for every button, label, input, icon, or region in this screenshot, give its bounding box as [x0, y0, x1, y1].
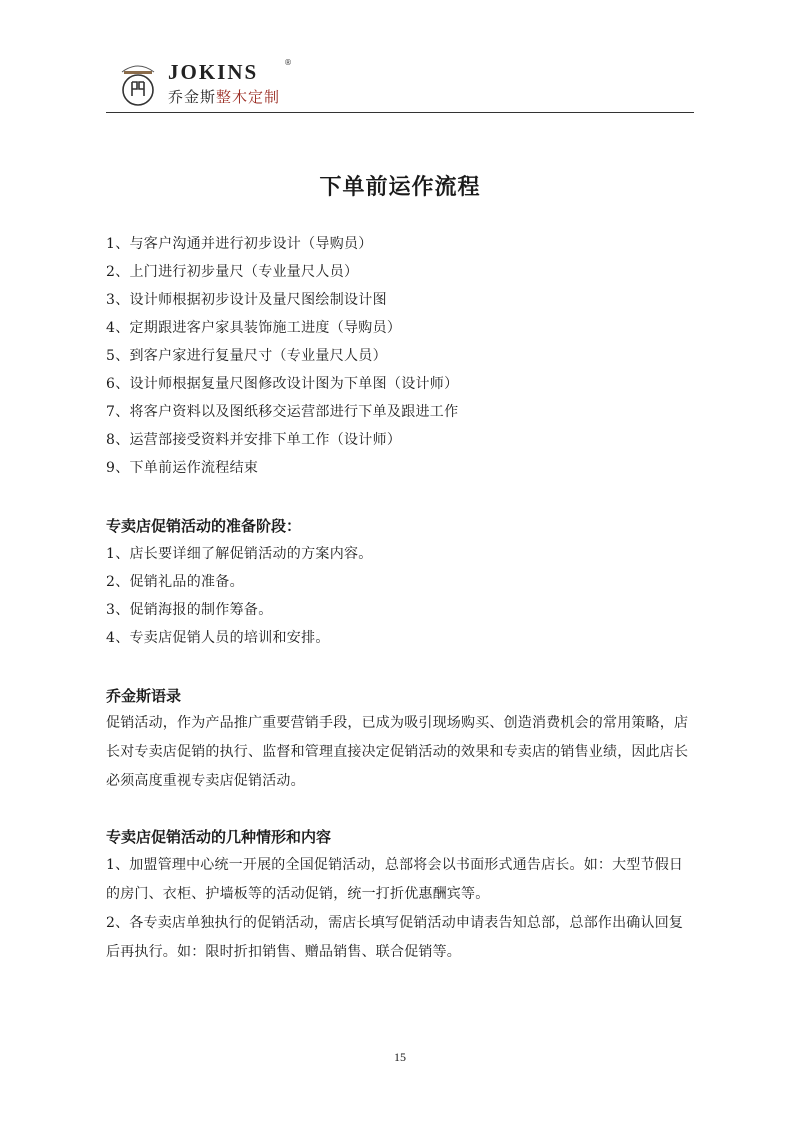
list-item: 8、运营部接受资料并安排下单工作（设计师）	[106, 432, 402, 448]
forms-paragraph-2: 2、各专卖店单独执行的促销活动，需店长填写促销活动申请表告知总部，总部作出确认回复后再执行。如：限时折扣销售、赠品销售、联合促销等。	[106, 915, 684, 960]
header-divider	[106, 112, 694, 113]
list-item: 3、促销海报的制作筹备。	[106, 602, 273, 618]
section-heading-quote: 乔金斯语录	[106, 687, 182, 705]
quote-paragraph: 促销活动，作为产品推广重要营销手段，已成为吸引现场购买、创造消费机会的常用策略，店长对专卖店促销的执行、监督和管理直接决定促销活动的效果和专卖店的销售业绩，因此店长必须高度重视专卖店促销活动。	[106, 715, 689, 789]
list-item: 9、下单前运作流程结束	[106, 460, 259, 476]
brand-name-cn	[168, 86, 280, 107]
registered-mark: ®	[284, 58, 292, 67]
list-item: 1、店长要详细了解促销活动的方案内容。	[106, 546, 373, 562]
brand-name-cn-primary: 乔金斯	[168, 88, 217, 106]
list-item: 1、与客户沟通并进行初步设计（导购员）	[106, 236, 373, 252]
section-heading-prep: 专卖店促销活动的准备阶段：	[106, 517, 302, 535]
list-item: 4、专卖店促销人员的培训和安排。	[106, 630, 330, 646]
brand-tagline: 整木定制	[216, 88, 281, 106]
page-header	[106, 52, 694, 114]
forms-paragraph-1: 1、加盟管理中心统一开展的全国促销活动，总部将会以书面形式通告店长。如：大型节假日的房门、衣柜、护墙板等的活动促销，统一打折优惠酬宾等。	[106, 857, 684, 902]
list-item: 5、到客户家进行复量尺寸（专业量尺人员）	[106, 348, 387, 364]
page-title: 下单前运作流程	[319, 175, 481, 200]
brand-emblem-icon	[116, 58, 160, 108]
brand-name-en: JOKINS	[168, 60, 259, 84]
section-heading-forms: 专卖店促销活动的几种情形和内容	[106, 828, 332, 846]
list-item: 4、定期跟进客户家具装饰施工进度（导购员）	[106, 320, 402, 336]
list-item: 6、设计师根据复量尺图修改设计图为下单图（设计师）	[106, 376, 459, 392]
page-number: 15	[394, 1050, 406, 1064]
list-item: 3、设计师根据初步设计及量尺图绘制设计图	[106, 292, 387, 308]
list-item: 2、上门进行初步量尺（专业量尺人员）	[106, 264, 359, 280]
list-item: 2、促销礼品的准备。	[106, 574, 244, 590]
list-item: 7、将客户资料以及图纸移交运营部进行下单及跟进工作	[106, 404, 459, 420]
